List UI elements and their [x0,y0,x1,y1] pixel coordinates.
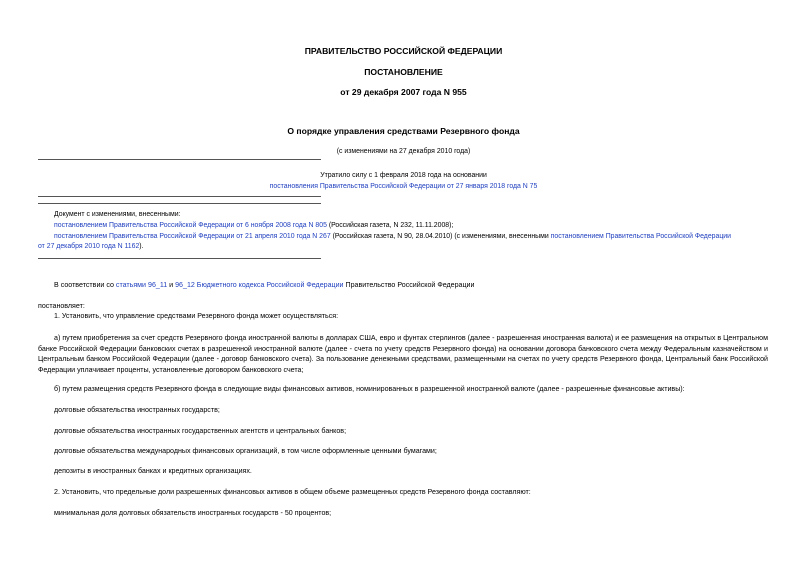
budget-code-link-96-12[interactable]: 96_12 Бюджетного кодекса Российской Федерации [175,281,344,289]
paragraph-1a: а) путем приобретения за счет средств Резервного фонда иностранной валюты в долларах США, евро и фунтах стерлингов (далее - разрешенная иностранная валюта) и ее размещения на открытых в Центральном банке Российской Федерации банковских счетах в разрешенной иностранной валюте (далее - счета по учету средств Резервного фонда) на основании договора банковского счета между Федеральным казначейством и Центральным банком Российской Федерации (далее - договор банковского счета). За пользование денежными средствами, размещенными на счетах по учету средств Резервного фонда, Центральный банк Российской Федерации уплачивает проценты, установленные договором банковского счета; [38,334,768,374]
decree-word: постановляет: [38,302,85,310]
document-date: от 29 декабря 2007 года N 955 [340,87,467,97]
legal-basis: В соответствии со статьями 96_11 и 96_12 Бюджетного кодекса Российской Федерации Правительство Российской Федерации [54,281,475,289]
bullet-foreign-states: долговые обязательства иностранных государств; [54,406,220,414]
document-title: О порядке управления средствами Резервного фонда [287,126,520,136]
divider [38,258,321,259]
government-heading: ПРАВИТЕЛЬСТВО РОССИЙСКОЙ ФЕДЕРАЦИИ [304,46,503,56]
amendment-link-267[interactable]: постановлением Правительства Российской Федерации от 21 апреля 2010 года N 267 [54,233,331,240]
changes-item-2-cont: от 27 декабря 2010 года N 1162). [38,243,144,250]
bullet-deposits: депозиты в иностранных банках и кредитных организациях. [54,467,252,475]
changes-item-1: постановлением Правительства Российской Федерации от 6 ноября 2008 года N 805 (Российская газета, N 232, 11.11.2008); [54,222,454,229]
amendment-link-1162-b[interactable]: от 27 декабря 2010 года N 1162 [38,243,140,250]
divider [38,159,321,160]
changes-intro: Документ с изменениями, внесенными: [54,211,181,218]
document-type: ПОСТАНОВЛЕНИЕ [364,67,443,77]
changes-item-2: постановлением Правительства Российской Федерации от 21 апреля 2010 года N 267 (Российская газета, N 90, 28.04.2010) (с изменениями, внесенными постановлением Правительства Российской Федерации [54,233,731,240]
divider [38,203,321,204]
paragraph-1: 1. Установить, что управление средствами Резервного фонда может осуществляться: [54,312,339,320]
bullet-intl-orgs: долговые обязательства международных финансовых организаций, в том числе оформленные ценными бумагами; [54,447,437,455]
paragraph-2: 2. Установить, что предельные доли разрешенных финансовых активов в общем объеме размещенных средств Резервного фонда составляют: [54,488,531,496]
expired-line: Утратило силу с 1 февраля 2018 года на основании [320,172,487,179]
paragraph-2a: минимальная доля долговых обязательств иностранных государств - 50 процентов; [54,509,332,517]
expired-basis-link[interactable]: постановления Правительства Российской Федерации от 27 января 2018 года N 75 [269,183,538,190]
budget-code-link-96-11[interactable]: статьями 96_11 [115,281,168,289]
amendment-link-805[interactable]: постановлением Правительства Российской Федерации от 6 ноября 2008 года N 805 [54,222,327,229]
amendment-link-1162-a[interactable]: постановлением Правительства Российской Федерации [550,233,731,240]
amendment-note: (с изменениями на 27 декабря 2010 года) [336,148,471,155]
bullet-agencies: долговые обязательства иностранных государственных агентств и центральных банков; [54,427,347,435]
paragraph-1b: б) путем размещения средств Резервного фонда в следующие виды финансовых активов, номинированных в разрешенной иностранной валюте (далее - разрешенные финансовые активы): [54,385,685,393]
divider [38,196,321,197]
